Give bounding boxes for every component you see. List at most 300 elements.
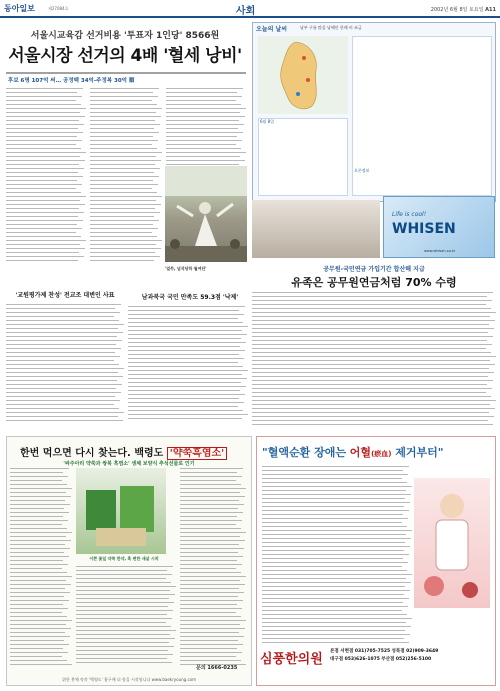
text-line [262, 538, 411, 539]
text-line [10, 616, 67, 617]
lead-photo [165, 166, 247, 262]
text-line [252, 328, 494, 329]
text-line [6, 312, 120, 313]
text-line [6, 224, 77, 225]
text-line [262, 470, 403, 471]
text-line [262, 494, 411, 495]
text-line [128, 366, 243, 367]
text-line [6, 400, 120, 401]
text-line [6, 196, 86, 197]
text-line [262, 630, 405, 631]
text-line [180, 608, 242, 609]
text-line [6, 388, 116, 389]
text-line [166, 144, 236, 145]
newspaper-logo: 동아일보 [4, 4, 35, 13]
text-line [6, 128, 78, 129]
text-line [76, 602, 174, 603]
text-line [6, 308, 115, 309]
mid-story-headline: 남과북국 국민 만족도 59.3점 '낙제' [141, 294, 239, 301]
text-line [6, 248, 85, 249]
text-line [6, 256, 84, 257]
text-line [6, 412, 124, 413]
text-line [166, 156, 240, 157]
text-line [10, 496, 71, 497]
text-line [252, 404, 490, 405]
text-line [10, 488, 72, 489]
text-line [6, 416, 118, 417]
text-line [180, 584, 245, 585]
text-line [76, 598, 169, 599]
text-line [10, 504, 70, 505]
text-line [252, 344, 492, 345]
weather-title: 오늘의 날씨 [256, 26, 288, 33]
text-line [90, 112, 156, 113]
text-line [252, 332, 488, 333]
text-line [10, 536, 66, 537]
text-line [6, 184, 82, 185]
text-line [128, 382, 241, 383]
text-line [180, 488, 246, 489]
text-line [90, 176, 159, 177]
text-line [10, 508, 64, 509]
text-line [90, 204, 161, 205]
text-line [6, 96, 82, 97]
text-line [90, 212, 160, 213]
text-line [90, 160, 161, 161]
text-line [90, 232, 152, 233]
text-line [6, 372, 118, 373]
text-line [6, 380, 117, 381]
text-line [6, 232, 76, 233]
text-line [10, 476, 68, 477]
text-line [180, 640, 238, 641]
text-line [252, 416, 494, 417]
text-line [252, 356, 496, 357]
text-line [262, 638, 404, 639]
text-line [76, 618, 172, 619]
text-line [128, 370, 248, 371]
text-line [180, 544, 239, 545]
ad-body-col-2 [180, 466, 246, 666]
text-line [262, 642, 409, 643]
text-line [180, 512, 243, 513]
text-line [252, 296, 487, 297]
text-line [6, 320, 119, 321]
text-line [262, 474, 408, 475]
text-line [262, 622, 406, 623]
text-line [6, 240, 86, 241]
text-line [252, 348, 486, 349]
text-line [10, 656, 62, 657]
text-line [128, 354, 239, 355]
text-line [90, 88, 159, 89]
text-line [128, 406, 238, 407]
text-line [262, 542, 405, 543]
text-line [262, 554, 409, 555]
text-line [166, 160, 245, 161]
text-line [76, 614, 167, 615]
text-line [252, 316, 490, 317]
text-line [180, 560, 237, 561]
text-line [10, 660, 67, 661]
text-line [6, 304, 121, 305]
text-line [90, 220, 159, 221]
text-line [262, 606, 408, 607]
photo-caption: '얼쑤, 넘석당하 월여단' [165, 266, 207, 271]
text-line [128, 362, 238, 363]
text-line [180, 648, 237, 649]
text-line [10, 600, 69, 601]
text-line [90, 188, 152, 189]
right-story-headline: 유족은 공무원연금처럼 70% 수령 [291, 276, 457, 289]
text-line [6, 108, 86, 109]
text-line [262, 570, 407, 571]
text-line [76, 586, 176, 587]
right-story-kicker: 공무원-국민연금 가입기간 합산해 지급 [323, 266, 425, 273]
text-line [76, 582, 171, 583]
text-line [90, 216, 154, 217]
text-line [252, 412, 489, 413]
text-line [6, 352, 115, 353]
text-line [76, 650, 168, 651]
text-line [180, 484, 241, 485]
text-line [10, 556, 69, 557]
text-line [252, 420, 488, 421]
text-line [10, 468, 69, 469]
text-line [76, 630, 176, 631]
text-line [252, 424, 493, 425]
text-line [6, 188, 76, 189]
clinic-illustration [414, 478, 490, 608]
text-line [180, 600, 243, 601]
text-line [262, 618, 412, 619]
text-line [10, 512, 69, 513]
clinic-name: 심풍한의원 [260, 652, 323, 667]
text-line [180, 636, 244, 637]
text-line [262, 510, 409, 511]
text-line [180, 476, 242, 477]
text-line [262, 614, 407, 615]
text-line [180, 496, 245, 497]
text-line [166, 140, 242, 141]
text-line [262, 590, 410, 591]
text-line [166, 104, 241, 105]
text-line [90, 156, 156, 157]
text-line [180, 572, 241, 573]
text-line [262, 550, 404, 551]
text-line [10, 604, 63, 605]
text-line [180, 528, 241, 529]
text-line [6, 340, 122, 341]
text-line [128, 410, 243, 411]
lead-headline: 서울시장 선거의 4배 '혈세 낭비' [8, 46, 242, 66]
text-line [6, 168, 84, 169]
text-line [180, 576, 246, 577]
mid-story-body [128, 304, 248, 422]
text-line [76, 634, 170, 635]
text-line [180, 556, 243, 557]
text-line [10, 648, 63, 649]
whisen-ad [383, 196, 495, 258]
text-line [180, 596, 238, 597]
text-line [76, 646, 174, 647]
text-line [166, 112, 240, 113]
text-line [6, 204, 85, 205]
text-line [90, 184, 158, 185]
text-line [6, 228, 82, 229]
text-line [90, 140, 158, 141]
text-line [6, 332, 123, 333]
side-story-headline: '교원평가제 찬성' 전교조 대변인 사표 [15, 292, 115, 299]
text-line [90, 120, 155, 121]
text-line [76, 654, 173, 655]
text-line [252, 408, 495, 409]
text-line [262, 518, 408, 519]
text-line [90, 260, 154, 261]
text-line [262, 490, 406, 491]
text-line [6, 364, 119, 365]
text-line [6, 252, 79, 253]
text-line [90, 172, 154, 173]
text-line [180, 508, 238, 509]
text-line [180, 588, 239, 589]
product-box-illustration [76, 468, 166, 554]
text-line [180, 516, 237, 517]
lead-body-col-2 [90, 86, 162, 262]
text-line [262, 514, 403, 515]
text-line [90, 104, 157, 105]
text-line [90, 148, 157, 149]
text-line [166, 116, 245, 117]
text-line [6, 212, 84, 213]
text-line [6, 144, 76, 145]
text-line [6, 164, 79, 165]
text-line [262, 546, 410, 547]
weather-forecast-table [258, 118, 348, 196]
ad-phone: 문의 1666-0235 [196, 665, 238, 671]
ozone-label: 오존정보 [354, 168, 370, 173]
text-line [128, 386, 246, 387]
ad-headline-b: '약쑥흑염소' [167, 447, 227, 460]
text-line [10, 652, 68, 653]
text-line [128, 358, 244, 359]
text-line [180, 592, 244, 593]
text-line [252, 388, 492, 389]
text-line [262, 610, 402, 611]
text-line [262, 502, 410, 503]
text-line [6, 148, 81, 149]
text-line [166, 100, 236, 101]
text-line [6, 200, 80, 201]
weather-note: 남부 구름 많음 남해안 한때 비 조금 [300, 25, 362, 30]
text-line [10, 492, 66, 493]
text-line [6, 420, 123, 421]
text-line [166, 152, 246, 153]
text-line [10, 580, 66, 581]
text-line [252, 352, 491, 353]
text-line [262, 578, 406, 579]
side-story-body [6, 302, 124, 422]
text-line [90, 208, 155, 209]
text-line [180, 500, 239, 501]
text-line [262, 526, 407, 527]
text-line [10, 664, 72, 665]
text-line [180, 536, 240, 537]
text-line [252, 308, 491, 309]
text-line [180, 492, 240, 493]
ad-footer: 위한 봉체 약쑥 '백령도' 홈구매 더 합을 시작합니다 www.baekryoung.com [61, 677, 197, 682]
text-line [10, 620, 72, 621]
text-line [76, 622, 166, 623]
text-line [10, 500, 65, 501]
ad-product-caption: 이쁜 꽃잎 약쑥 한약, 흑 변한 새살 시작 [89, 556, 159, 561]
text-line [180, 620, 246, 621]
text-line [10, 520, 68, 521]
weather-sub-label: 6월 8일 [260, 119, 275, 124]
text-line [90, 228, 158, 229]
text-line [180, 540, 245, 541]
issue-number: 제27084호 [48, 6, 69, 11]
text-line [6, 124, 84, 125]
text-line [6, 180, 77, 181]
text-line [252, 360, 490, 361]
text-line [262, 522, 402, 523]
text-line [6, 136, 77, 137]
text-line [10, 516, 63, 517]
text-line [262, 486, 412, 487]
text-line [252, 380, 493, 381]
text-line [128, 378, 247, 379]
lead-kicker: 서울시교육감 선거비용 '투표자 1인당' 8566원 [30, 31, 220, 41]
text-line [6, 120, 79, 121]
ad-body-col-3 [76, 564, 176, 664]
whisen-photo [252, 200, 380, 258]
text-line [90, 116, 161, 117]
text-line [128, 398, 239, 399]
text-line [6, 100, 76, 101]
lead-body-col-1 [6, 86, 86, 262]
text-line [128, 350, 245, 351]
text-line [262, 634, 410, 635]
text-line [6, 116, 85, 117]
text-line [76, 578, 166, 579]
text-line [10, 584, 71, 585]
text-line [262, 498, 405, 499]
text-line [180, 520, 242, 521]
text-line [180, 472, 237, 473]
text-line [6, 336, 117, 337]
text-line [166, 128, 238, 129]
text-line [262, 562, 408, 563]
text-line [10, 540, 71, 541]
text-line [6, 156, 80, 157]
text-line [180, 624, 240, 625]
text-line [10, 480, 62, 481]
text-line [262, 598, 409, 599]
clinic-headline: "혈액순환 장애는 어혈(瘀血) 제거부터" [262, 446, 444, 459]
text-line [128, 374, 242, 375]
text-line [76, 574, 172, 575]
text-line [90, 180, 153, 181]
text-line [6, 316, 114, 317]
text-line [10, 568, 62, 569]
text-line [10, 592, 70, 593]
text-line [6, 360, 114, 361]
text-line [10, 588, 65, 589]
text-line [252, 396, 491, 397]
clinic-body [262, 464, 412, 644]
text-line [180, 612, 236, 613]
text-line [6, 384, 122, 385]
text-line [6, 192, 81, 193]
doctor-illustration [414, 478, 490, 608]
text-line [252, 292, 493, 293]
weather-map [258, 36, 348, 114]
text-line [166, 136, 237, 137]
text-line [6, 220, 83, 221]
ad-product-photo [76, 468, 166, 554]
whisen-tagline: Life is cool! [392, 211, 427, 218]
text-line [166, 92, 237, 93]
text-line [76, 626, 171, 627]
text-line [10, 548, 70, 549]
text-line [10, 528, 67, 529]
text-line [262, 582, 411, 583]
right-story-body [252, 290, 496, 428]
text-line [180, 632, 239, 633]
ad-body-col-1 [10, 466, 72, 666]
text-line [76, 570, 167, 571]
text-line [262, 466, 409, 467]
text-line [252, 340, 487, 341]
text-line [6, 132, 83, 133]
text-line [262, 482, 407, 483]
text-line [6, 176, 83, 177]
text-line [76, 638, 175, 639]
text-line [262, 602, 403, 603]
text-line [90, 236, 157, 237]
text-line [166, 96, 242, 97]
issue-date: 2002년 6월 8일 토요일 A11 [430, 7, 496, 13]
text-line [10, 472, 63, 473]
text-line [180, 564, 242, 565]
text-line [180, 604, 237, 605]
text-line [252, 392, 486, 393]
page-number: A11 [485, 7, 496, 13]
text-line [128, 314, 244, 315]
text-line [10, 632, 65, 633]
text-line [90, 244, 156, 245]
text-line [180, 480, 236, 481]
text-line [76, 658, 167, 659]
text-line [262, 574, 412, 575]
text-line [90, 152, 162, 153]
text-line [166, 132, 243, 133]
text-line [252, 320, 495, 321]
text-line [6, 88, 83, 89]
text-line [6, 348, 121, 349]
text-line [10, 644, 69, 645]
text-line [6, 208, 79, 209]
clinic-branches: 본점 서현점 031)705-7525 성북점 02)909-3649 대구점 053)626-1075 부산점 052)256-5100 [330, 649, 439, 662]
text-line [180, 580, 240, 581]
text-line [6, 160, 85, 161]
text-line [10, 596, 64, 597]
section-title: 사회 [236, 6, 256, 17]
text-line [252, 324, 489, 325]
text-line [180, 552, 238, 553]
text-line [128, 346, 240, 347]
